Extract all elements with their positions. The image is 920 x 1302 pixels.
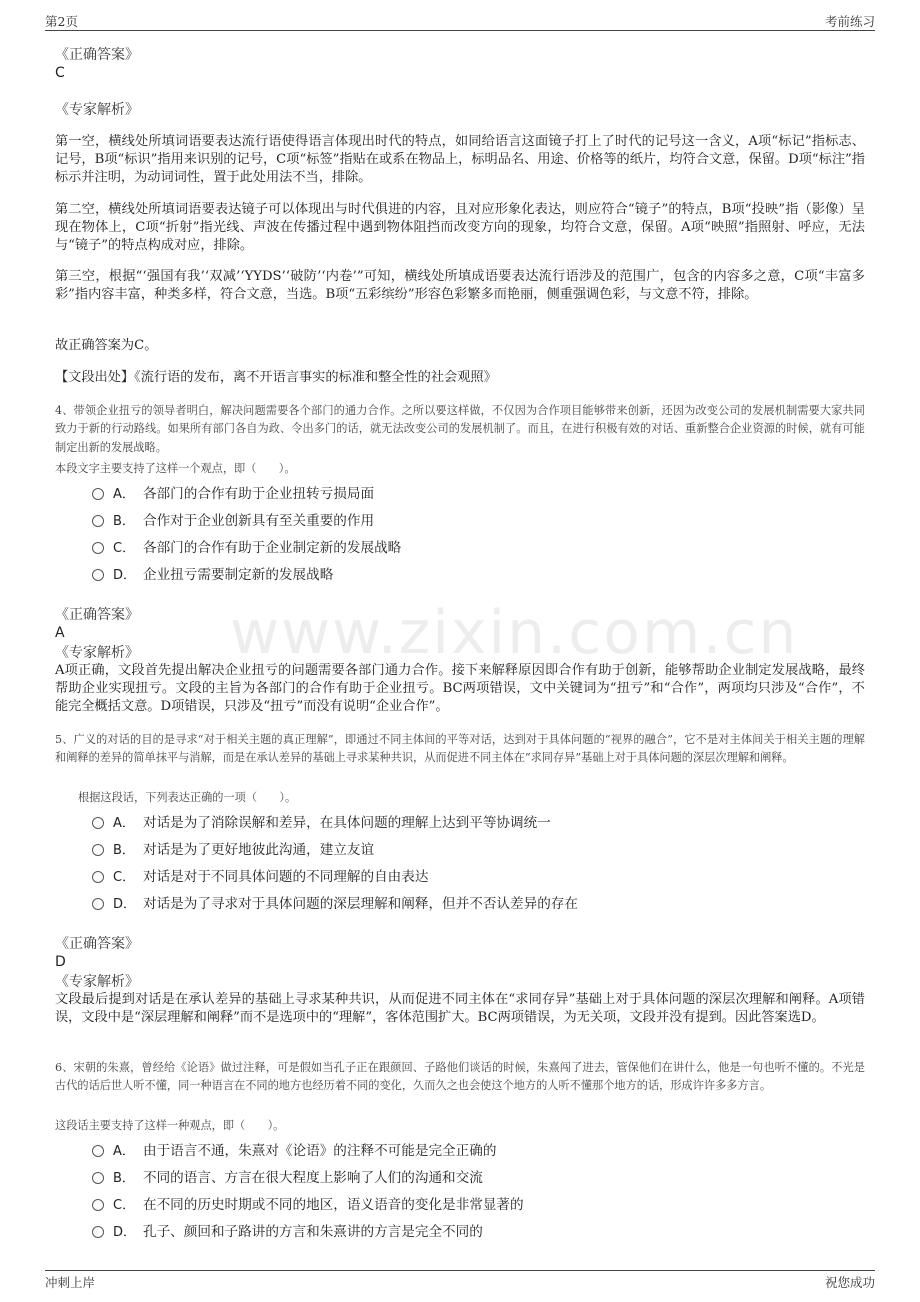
answer-label: 《正确答案》 <box>55 47 139 63</box>
option-text: 孔子、颜回和子路讲的方言和朱熹讲的方言是完全不同的 <box>143 1224 483 1240</box>
header-title: 考前练习 <box>824 14 875 29</box>
question-text: 4、带领企业扭亏的领导者明白，解决问题需要各个部门的通力合作。之所以要这样做，不仅因为合作项目能够带来创新，还因为改变公司的发展机制需要大家共同致力于新的行动路线。如果所有部门各自为政、令出多门的话，就无法改变公司的发展机制了。而且，在进行积极有效的对话、重新整合企业资源的时候，就有可能制定出新的发展战略。 <box>55 404 865 454</box>
answer-label: 《正确答案》 <box>55 936 139 952</box>
analysis-paragraph: 第三空，根据“‘强国有我’‘双减’‘YYDS’‘破防’‘内卷’”可知，横线处所填成语要表达流行语涉及的范围广，包含的内容多之意，C项“丰富多彩”指内容丰富，种类多样，符合文意，当选。B项“五彩缤纷”形容色彩繁多而艳丽，侧重强调色彩，与文意不符，排除。 <box>55 269 865 303</box>
source-text: 【文段出处】《流行语的发布，离不开语言事实的标准和整全性的社会观照》 <box>55 370 497 385</box>
option-text: 在不同的历史时期或不同的地区，语义语音的变化是非常显著的 <box>143 1197 524 1213</box>
page-footer <box>45 1270 875 1293</box>
page-header <box>45 12 875 31</box>
question-text: 5、广义的对话的目的是寻求“对于相关主题的真正理解”，即通过不同主体间的平等对话，达到对于具体问题的“视界的融合”，它不是对主体间关于相关主题的理解和阐释的差异的简单抹平与消解，而是在承认差异的基础上寻求某种共识，从而促进不同主体在“求同存异”基础上对于具体问题的深层次理解和阐释。 <box>55 733 865 765</box>
analysis-label: 《专家解析》 <box>55 645 139 661</box>
option-b[interactable] <box>92 507 374 531</box>
option-letter: B． <box>113 513 135 529</box>
option-text: 对话是为了更好地彼此沟通，建立友谊 <box>143 842 375 858</box>
option-d[interactable] <box>92 890 578 914</box>
radio-icon[interactable] <box>92 1226 104 1238</box>
option-text: 对话是对于不同具体问题的不同理解的自由表达 <box>143 869 429 885</box>
option-letter: C． <box>113 540 136 556</box>
option-a[interactable] <box>92 1137 496 1161</box>
option-text: 不同的语言、方言在很大程度上影响了人们的沟通和交流 <box>143 1170 483 1186</box>
option-text: 对话是为了消除误解和差异，在具体问题的理解上达到平等协调统一 <box>143 815 551 831</box>
radio-icon[interactable] <box>92 488 104 500</box>
analysis-label: 《专家解析》 <box>55 974 139 990</box>
radio-icon[interactable] <box>92 515 104 527</box>
option-c[interactable] <box>92 1191 524 1215</box>
watermark: www.zixin.com.cn <box>230 598 799 668</box>
question-text: 6、宋朝的朱熹，曾经给《论语》做过注释，可是假如当孔子正在跟颜回、子路他们谈话的时候，朱熹闯了进去，管保他们在讲什么，他是一句也听不懂的。不光是古代的话后世人听不懂，同一种语言在不同的地方也经历着不同的变化，久而久之也会使这个地方的人听不懂那个地方的话，形成许许多多方言。 <box>55 1061 865 1093</box>
option-letter: D． <box>113 567 137 583</box>
analysis-text <box>55 133 865 188</box>
option-letter: C． <box>113 869 136 885</box>
radio-icon[interactable] <box>92 898 104 910</box>
option-letter: B． <box>113 842 135 858</box>
footer-right: 祝您成功 <box>824 1275 875 1290</box>
option-d[interactable] <box>92 561 333 585</box>
radio-icon[interactable] <box>92 844 104 856</box>
question-stem: 这段话主要支持了这样一种观点，即（ ）。 <box>55 1119 285 1132</box>
option-letter: C． <box>113 1197 136 1213</box>
question-stem: 本段文字主要支持了这样一个观点，即（ ）。 <box>55 462 296 475</box>
question-stem: 根据这段话，下列表达正确的一项（ ）。 <box>78 791 297 804</box>
option-b[interactable] <box>92 836 374 860</box>
option-letter: A． <box>113 815 135 831</box>
radio-icon[interactable] <box>92 1145 104 1157</box>
option-c[interactable] <box>92 534 401 558</box>
radio-icon[interactable] <box>92 871 104 883</box>
answer-label: 《正确答案》 <box>55 607 139 623</box>
option-text: 企业扭亏需要制定新的发展战略 <box>143 567 334 583</box>
option-text: 合作对于企业创新具有至关重要的作用 <box>143 513 375 529</box>
radio-icon[interactable] <box>92 817 104 829</box>
option-text: 各部门的合作有助于企业制定新的发展战略 <box>143 540 402 556</box>
analysis-text <box>55 268 865 304</box>
option-b[interactable] <box>92 1164 483 1188</box>
option-letter: A． <box>113 1143 135 1159</box>
answer-value: C <box>55 65 65 81</box>
answer-value: A <box>55 625 65 641</box>
option-letter: D． <box>113 1224 137 1240</box>
option-text: 由于语言不通，朱熹对《论语》的注释不可能是完全正确的 <box>143 1143 497 1159</box>
option-a[interactable] <box>92 480 374 504</box>
option-letter: B． <box>113 1170 135 1186</box>
radio-icon[interactable] <box>92 542 104 554</box>
analysis-text <box>55 201 865 256</box>
option-a[interactable] <box>92 809 551 833</box>
analysis-paragraph: 第一空，横线处所填词语要表达流行语使得语言体现出时代的特点，如同给语言这面镜子打上了时代的记号这一含义，A项“标记”指标志、记号，B项“标识”指用来识别的记号，C项“标签”指贴在或系在物品上，标明品名、用途、价格等的纸片，均符合文意，保留。D项“标注”指标示并注明，为动词词性，置于此处用法不当，排除。 <box>55 134 865 186</box>
radio-icon[interactable] <box>92 569 104 581</box>
option-letter: A． <box>113 486 135 502</box>
footer-left: 冲刺上岸 <box>45 1275 96 1290</box>
conclusion-text: 故正确答案为C。 <box>55 338 158 353</box>
option-d[interactable] <box>92 1218 483 1242</box>
option-c[interactable] <box>92 863 428 887</box>
analysis-text: A项正确，文段首先提出解决企业扭亏的问题需要各部门通力合作。接下来解释原因即合作有助于创新，能够帮助企业制定发展战略，最终帮助企业实现扭亏。文段的主旨为各部门的合作有助于企业扭亏。BC两项错误，文中关键词为“扭亏”和“合作”，两项均只涉及“合作”，不能完全概括文意。D项错误，只涉及“扭亏”而没有说明“企业合作”。 <box>55 663 865 715</box>
radio-icon[interactable] <box>92 1199 104 1211</box>
analysis-text: 文段最后提到对话是在承认差异的基础上寻求某种共识，从而促进不同主体在“求同存异”基础上对于具体问题的深层次理解和阐释。A项错误，文段中是“深层理解和阐释”而不是选项中的“理解”，客体范围扩大。BC两项错误，为无关项，文段并没有提到。因此答案选D。 <box>55 992 865 1026</box>
analysis-paragraph: 第二空，横线处所填词语要表达镜子可以体现出与时代俱进的内容，且对应形象化表达，则应符合“镜子”的特点，B项“投映”指（影像）呈现在物体上，C项“折射”指光线、声波在传播过程中遇到物体阻挡而改变方向的现象，均符合文意，保留。A项“映照”指照射、呼应，无法与“镜子”的特点构成对应，排除。 <box>55 202 865 254</box>
radio-icon[interactable] <box>92 1172 104 1184</box>
analysis-label: 《专家解析》 <box>55 102 139 118</box>
answer-value: D <box>55 954 66 970</box>
page-number: 第2页 <box>45 14 78 29</box>
option-text: 各部门的合作有助于企业扭转亏损局面 <box>143 486 375 502</box>
option-letter: D． <box>113 896 137 912</box>
option-text: 对话是为了寻求对于具体问题的深层理解和阐释，但并不否认差异的存在 <box>143 896 578 912</box>
